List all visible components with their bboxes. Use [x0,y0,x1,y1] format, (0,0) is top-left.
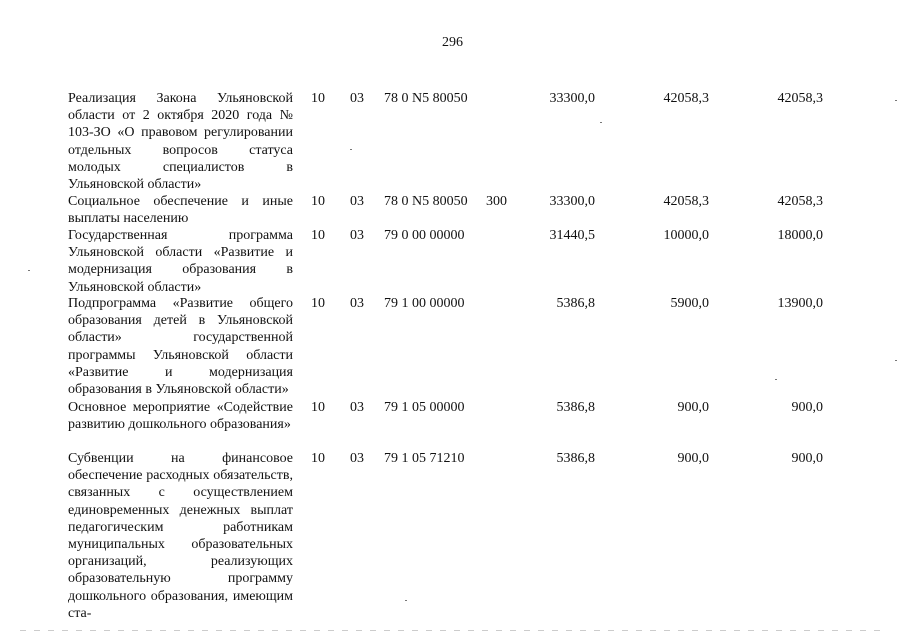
row-year1: 5386,8 [556,296,595,311]
row-year2: 900,0 [677,400,709,415]
row-year1: 5386,8 [556,400,595,415]
row-csr: 78 0 N5 80050 [384,194,468,209]
row-name: Реализация Закона Ульяновской области от 2 октября 2020 года № 103-ЗО «О правовом регулировании отдельных вопросов статуса молодых специалистов в Ульяновской области» [68,91,293,193]
row-name: Социальное обеспечение и иные выплаты населению [68,194,293,227]
row-year3: 13900,0 [777,296,823,311]
row-name: Основное мероприятие «Содействие развитию дошкольного образования» [68,400,293,433]
scan-speck [775,379,777,380]
row-rz: 10 [311,194,325,209]
row-year3: 900,0 [791,400,823,415]
scan-speck [28,270,30,271]
row-year1: 5386,8 [556,451,595,466]
row-csr: 79 0 00 00000 [384,228,465,243]
page-number: 296 [442,35,463,50]
row-name: Субвенции на финансовое обеспечение расходных обязательств, связанных с осуществлением единовременных денежных выплат педагогическим работникам муниципальных образовательных организаций, реализующих образовательную программу дошкольного образования, имеющим ста- [68,451,293,621]
row-rz: 10 [311,400,325,415]
scan-edge [20,630,880,631]
row-year2: 10000,0 [663,228,709,243]
row-csr: 79 1 00 00000 [384,296,465,311]
row-pr: 03 [350,451,364,466]
row-year3: 18000,0 [777,228,823,243]
row-year3: 900,0 [791,451,823,466]
scan-speck [350,149,352,150]
row-rz: 10 [311,296,325,311]
row-year1: 33300,0 [549,194,595,209]
row-year2: 5900,0 [670,296,709,311]
row-year2: 42058,3 [663,194,709,209]
row-pr: 03 [350,296,364,311]
row-year3: 42058,3 [777,91,823,106]
row-rz: 10 [311,228,325,243]
row-csr: 78 0 N5 80050 [384,91,468,106]
row-pr: 03 [350,228,364,243]
row-year1: 31440,5 [549,228,595,243]
scan-speck [600,122,602,123]
row-name: Государственная программа Ульяновской области «Развитие и модернизация образования в Ульяновской области» [68,228,293,295]
scan-speck [405,600,407,601]
row-year2: 42058,3 [663,91,709,106]
row-pr: 03 [350,91,364,106]
row-csr: 79 1 05 71210 [384,451,465,466]
row-name: Подпрограмма «Развитие общего образования детей в Ульяновской области» государственной программы Ульяновской области «Развитие и модернизация образования в Ульяновской области» [68,296,293,398]
row-rz: 10 [311,91,325,106]
row-pr: 03 [350,194,364,209]
scan-speck [895,100,897,101]
row-year1: 33300,0 [549,91,595,106]
row-vr: 300 [486,194,507,209]
row-csr: 79 1 05 00000 [384,400,465,415]
row-year3: 42058,3 [777,194,823,209]
row-year2: 900,0 [677,451,709,466]
row-rz: 10 [311,451,325,466]
scan-speck [895,360,897,361]
row-pr: 03 [350,400,364,415]
